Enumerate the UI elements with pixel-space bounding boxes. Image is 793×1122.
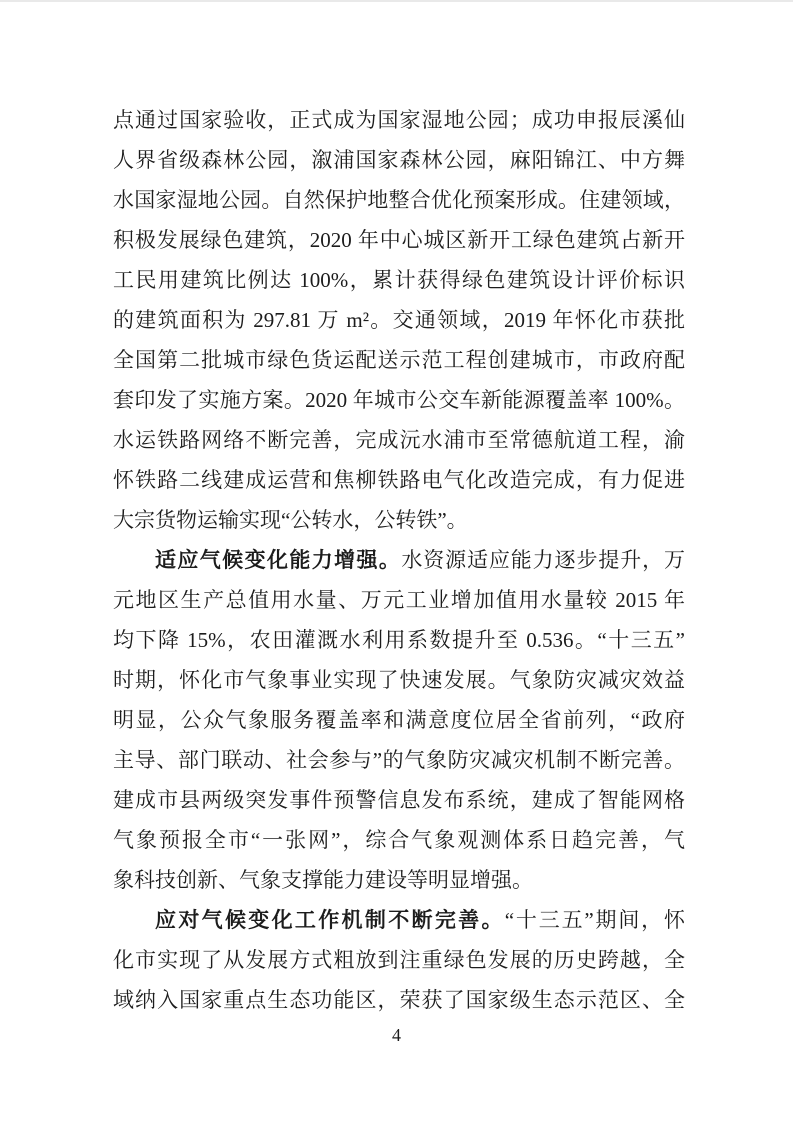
text-line: 人界省级森林公园，溆浦国家森林公园，麻阳锦江、中方舞	[113, 148, 685, 172]
page-number: 4	[392, 1025, 401, 1045]
text-line: 点通过国家验收，正式成为国家湿地公园；成功申报辰溪仙	[113, 108, 685, 132]
text-line: 域纳入国家重点生态功能区，荣获了国家级生态示范区、全	[113, 988, 685, 1012]
text-line: 建成市县两级突发事件预警信息发布系统，建成了智能网格	[113, 788, 685, 812]
text-line: 时期，怀化市气象事业实现了快速发展。气象防灾减灾效益	[113, 668, 685, 692]
paragraph-lead-bold: 应对气候变化工作机制不断完善。	[155, 908, 505, 932]
text-line: 工民用建筑比例达 100%，累计获得绿色建筑设计评价标识	[113, 268, 685, 292]
text-line: 怀铁路二线建成运营和焦柳铁路电气化改造完成，有力促进	[113, 468, 685, 492]
text-line: 水运铁路网络不断完善，完成沅水浦市至常德航道工程，渝	[113, 428, 685, 452]
text-line: 全国第二批城市绿色货运配送示范工程创建城市，市政府配	[113, 348, 685, 372]
text-line: 气象预报全市“一张网”，综合气象观测体系日趋完善，气	[113, 828, 685, 852]
text-line: 元地区生产总值用水量、万元工业增加值用水量较 2015 年	[113, 588, 685, 612]
text-line: 的建筑面积为 297.81 万 m²。交通领域，2019 年怀化市获批	[113, 308, 685, 332]
text-line: 水国家湿地公园。自然保护地整合优化预案形成。住建领域，	[113, 188, 685, 212]
text-line: 明显，公众气象服务覆盖率和满意度位居全省前列，“政府	[113, 708, 685, 732]
text-line: 应对气候变化工作机制不断完善。“十三五”期间，怀	[155, 908, 685, 932]
text-line: 套印发了实施方案。2020 年城市公交车新能源覆盖率 100%。	[113, 388, 685, 412]
text-line: 适应气候变化能力增强。水资源适应能力逐步提升，万	[155, 548, 686, 572]
text-line: 积极发展绿色建筑，2020 年中心城区新开工绿色建筑占新开	[113, 228, 685, 252]
text-line: 大宗货物运输实现“公转水，公转铁”。	[113, 508, 468, 532]
body-text	[113, 100, 685, 1020]
paragraph-lead-bold: 适应气候变化能力增强。	[155, 548, 402, 572]
text-line: 化市实现了从发展方式粗放到注重绿色发展的历史跨越，全	[113, 948, 685, 972]
text-line: 象科技创新、气象支撑能力建设等明显增强。	[113, 868, 533, 892]
text-line: 均下降 15%，农田灌溉水利用系数提升至 0.536。“十三五”	[113, 628, 685, 652]
text-line: 主导、部门联动、社会参与”的气象防灾减灾机制不断完善。	[113, 748, 685, 772]
